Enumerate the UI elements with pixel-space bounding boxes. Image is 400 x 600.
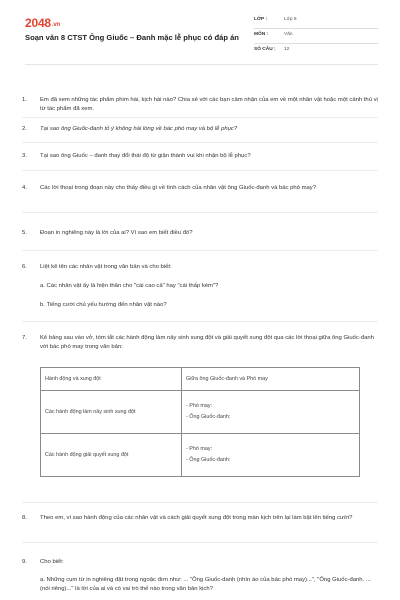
cell-line: - Ông Giuốc-đanh:: [186, 414, 231, 420]
sub-question: a. Các nhân vật ấy là hiện thân cho "cái cao cả" hay "cái thấp kém"?: [40, 283, 219, 289]
question-number: 6.: [22, 264, 27, 270]
logo-text: 2048: [25, 16, 51, 30]
table-header: Giữa ông Giuốc-đanh và Phó may: [182, 368, 360, 391]
table-header-row: [41, 368, 360, 391]
header: [0, 0, 400, 62]
divider: [22, 212, 378, 213]
info-row-question-count: [254, 44, 378, 58]
info-label: SỐ CÂU :: [254, 47, 276, 52]
question-number: 3.: [22, 153, 27, 159]
question-number: 4.: [22, 185, 27, 191]
info-row-subject: [254, 29, 378, 44]
divider: [22, 502, 378, 503]
question-text: Liệt kê tên các nhân vật trong văn bản và cho biết:: [40, 264, 172, 270]
info-box: [254, 14, 378, 58]
question-text: Kẻ bảng sau vào vở, tóm tắt các hành động làm nảy sinh xung đột và giải quyết xung đột qua các lời thoại giữa ông Giuốc-đanh với bác phó may trong văn bản:: [40, 335, 374, 350]
divider: [22, 117, 378, 118]
question-number: 8.: [22, 515, 27, 521]
info-value: Lớp 8: [284, 17, 297, 22]
info-value: Văn: [284, 32, 293, 37]
question-number: 7.: [22, 335, 27, 341]
info-label: LỚP :: [254, 17, 268, 22]
question-number: 2.: [22, 126, 27, 132]
divider: [22, 321, 378, 322]
info-label: MÔN :: [254, 32, 269, 37]
sub-question: a. Những cụm từ in nghiêng đặt trong ngoặc đơn như: ... "Ông Giuốc-đanh (nhìn áo của bác phó may)...", "Ông Giuốc-đanh. ... (nói riêng)..." là lời của ai và có vai trò thế nào trong văn bản kịch?: [40, 577, 371, 592]
sub-question: b. Tiếng cười chủ yếu hướng đến nhân vật nào?: [40, 302, 167, 308]
divider: [22, 250, 378, 251]
table-cell: [182, 434, 360, 477]
table-cell: Các hành động giải quyết xung đột: [41, 434, 182, 477]
divider: [22, 170, 378, 171]
summary-table: [40, 367, 360, 477]
table-row: [41, 434, 360, 477]
table-cell: Các hành động làm nảy sinh xung đột: [41, 391, 182, 434]
table-cell: [182, 391, 360, 434]
question-text: Cho biết:: [40, 559, 64, 565]
question-text: Đoạn in nghiêng này là lời của ai? Vì sao em biết điều đó?: [40, 230, 193, 236]
question-text: Em đã xem những tác phẩm phim hài, kịch hài nào? Chia sẻ với các bạn cảm nhận của em về một nhân vật hoặc một cảnh thú vị từ tác phẩm đã xem.: [40, 97, 378, 112]
cell-line: - Phó may:: [186, 403, 213, 409]
site-logo[interactable]: [25, 16, 60, 30]
info-value: 12: [284, 47, 290, 52]
question-number: 9.: [22, 559, 27, 565]
question-text: Theo em, vì sao hành động của các nhân vật và cách giải quyết xung đột trong màn kịch trên lại làm bật lên tiếng cười?: [40, 515, 353, 521]
logo-suffix: .vn: [51, 22, 60, 28]
header-divider: [25, 64, 378, 65]
question-number: 5.: [22, 230, 27, 236]
cell-line: - Phó may:: [186, 446, 213, 452]
divider: [22, 542, 378, 543]
question-number: 1.: [22, 97, 27, 103]
question-text: Tại sao ông Giuốc-đanh tỏ ý không hài lòng về bác phó may và bộ lễ phục?: [40, 126, 238, 132]
table-header: Hành động và xung đột: [41, 368, 182, 391]
cell-line: - Ông Giuốc-đanh:: [186, 457, 231, 463]
info-row-class: [254, 14, 378, 29]
question-text: Các lời thoại trong đoạn này cho thấy điều gì về tính cách của nhân vật ông Giuốc-đanh và bác phó may?: [40, 185, 316, 191]
document-title: Soạn văn 8 CTST Ông Giuốc – Đanh mặc lễ phục có đáp án: [25, 33, 239, 42]
table-row: [41, 391, 360, 434]
question-text: Tại sao ông Giuốc – đanh thay đổi thái độ từ giận thành vui khi nhận bộ lễ phục?: [40, 153, 251, 159]
divider: [22, 142, 378, 143]
